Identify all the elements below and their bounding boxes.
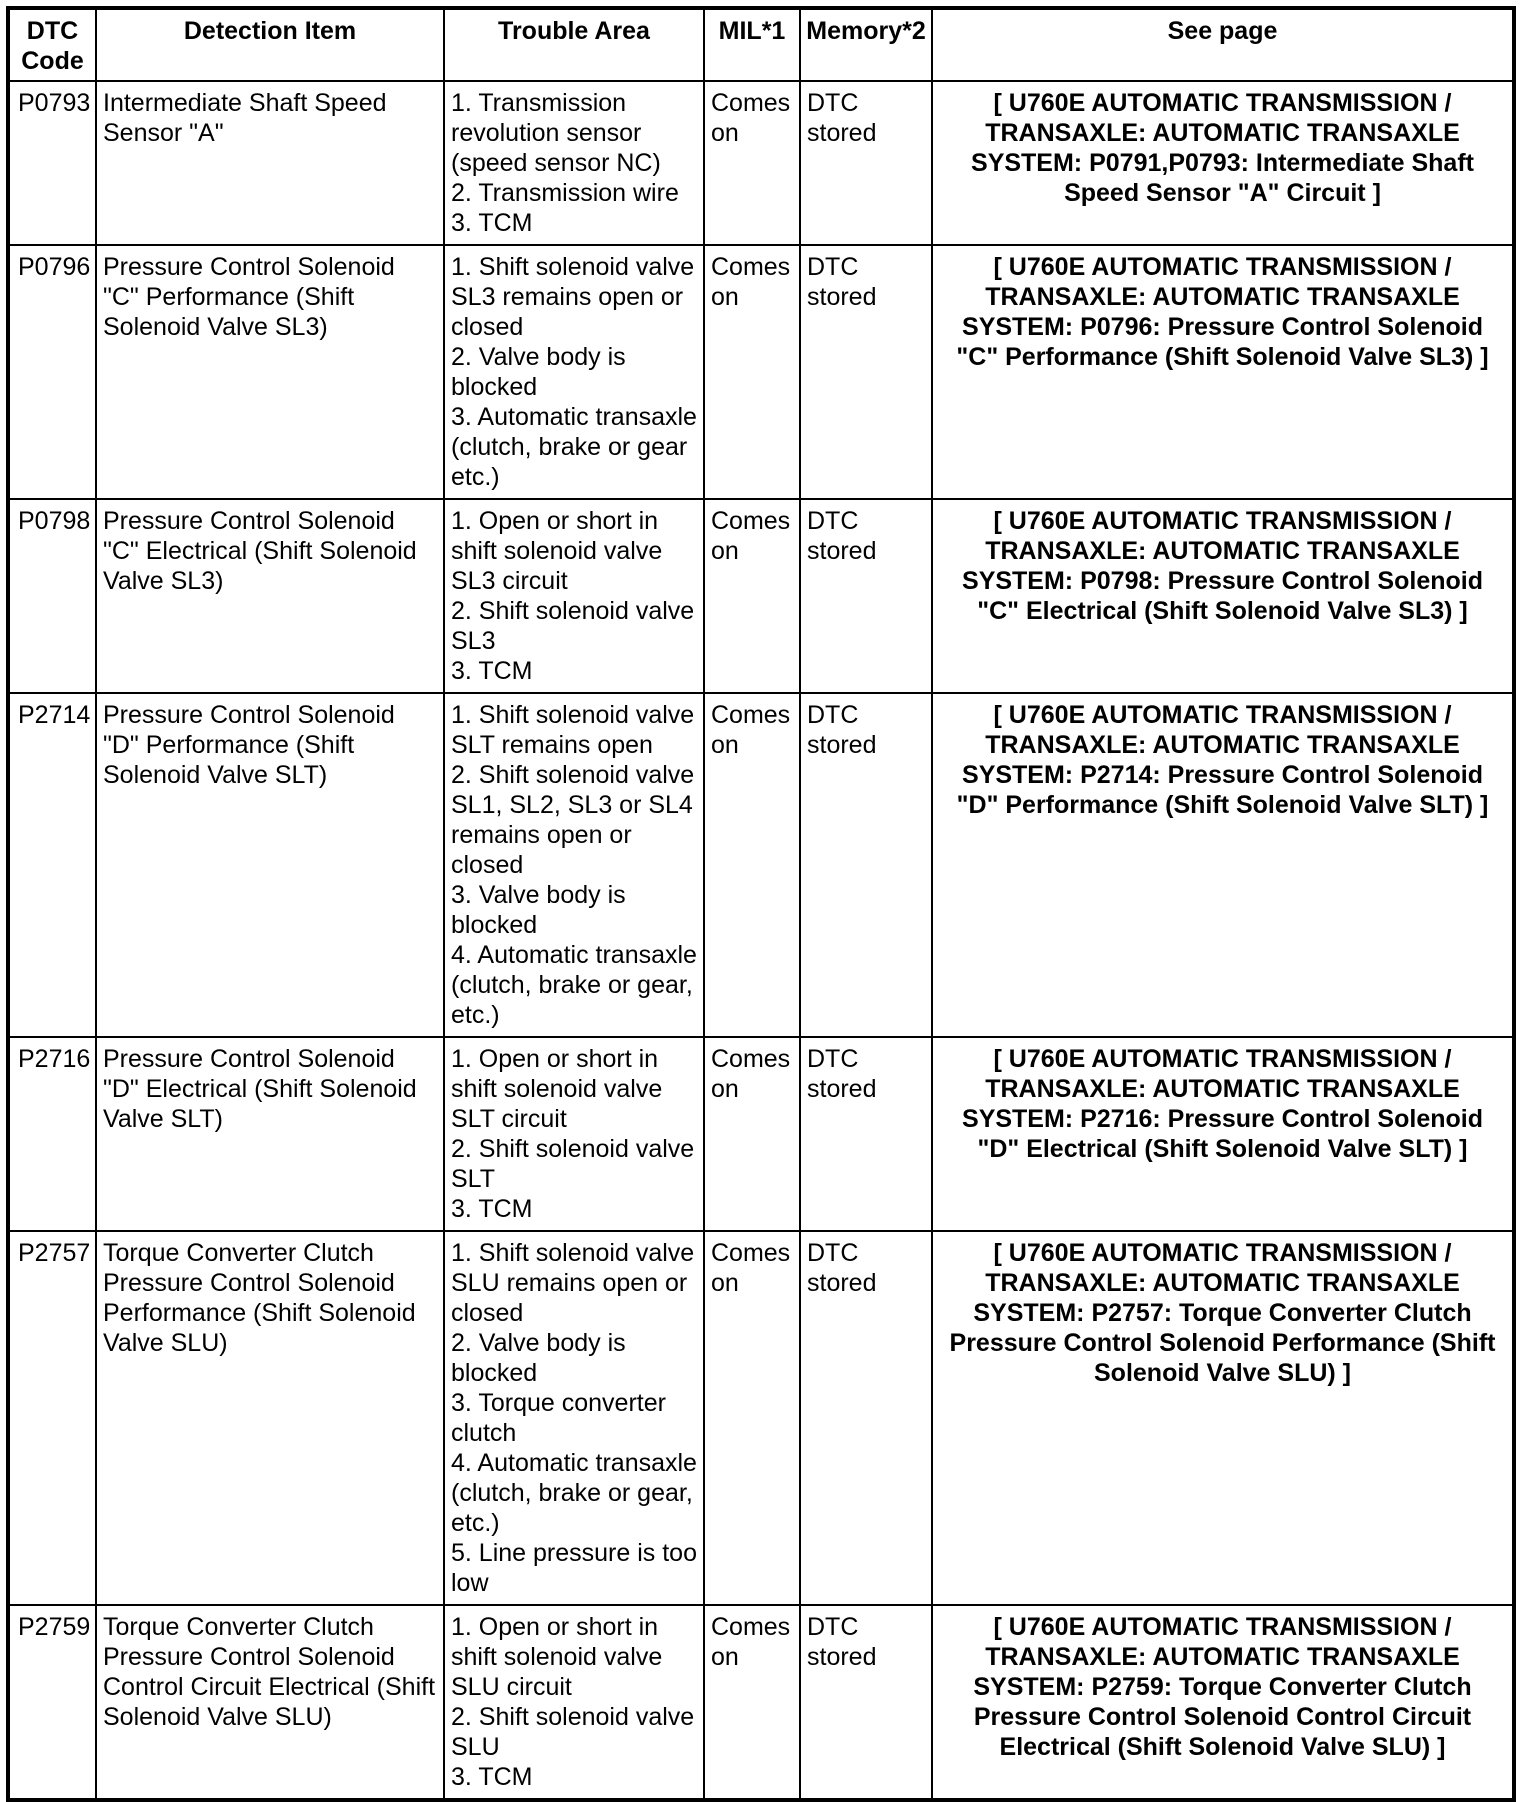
trouble-area-line: 1. Open or short in shift solenoid valve SLU circuit (451, 1613, 663, 1701)
trouble-area-line: 1. Shift solenoid valve SLT remains open (451, 701, 695, 759)
detection-item-cell: Torque Converter Clutch Pressure Control Solenoid Performance (Shift Solenoid Valve SLU) (96, 1231, 444, 1605)
table-row (8, 81, 1514, 245)
trouble-area-cell (444, 1231, 704, 1605)
trouble-area-line: 3. TCM (451, 657, 533, 685)
trouble-area-line: 2. Shift solenoid valve SL1, SL2, SL3 or SL4 remains open or closed (451, 761, 695, 879)
mil-cell: Comes on (704, 245, 800, 499)
memory-cell: DTC stored (800, 1605, 932, 1800)
trouble-area-line: 1. Transmission revolution sensor (speed sensor NC) (451, 89, 661, 177)
mil-cell: Comes on (704, 1231, 800, 1605)
dtc-code-cell: P2757 (8, 1231, 96, 1605)
trouble-area-cell (444, 693, 704, 1037)
mil-cell: Comes on (704, 499, 800, 693)
trouble-area-line: 1. Shift solenoid valve SLU remains open or closed (451, 1239, 695, 1327)
detection-item-cell: Torque Converter Clutch Pressure Control Solenoid Control Circuit Electrical (Shift Solenoid Valve SLU) (96, 1605, 444, 1800)
trouble-area-line: 4. Automatic transaxle (clutch, brake or gear, etc.) (451, 1449, 697, 1537)
trouble-area-cell (444, 81, 704, 245)
see-page-link: [ U760E AUTOMATIC TRANSMISSION / TRANSAXLE: AUTOMATIC TRANSAXLE SYSTEM: P0796: Pressure Control Solenoid "C" Performance (Shift Solenoid Valve SL3) ] (932, 245, 1514, 499)
trouble-area-line: 3. TCM (451, 1195, 533, 1223)
detection-item-cell: Pressure Control Solenoid "C" Performance (Shift Solenoid Valve SL3) (96, 245, 444, 499)
dtc-code-cell: P0798 (8, 499, 96, 693)
dtc-code-cell: P2716 (8, 1037, 96, 1231)
mil-cell: Comes on (704, 1037, 800, 1231)
trouble-area-line: 3. TCM (451, 209, 533, 237)
header-see-page: See page (932, 8, 1514, 81)
trouble-area-cell (444, 245, 704, 499)
table-row (8, 1037, 1514, 1231)
see-page-link: [ U760E AUTOMATIC TRANSMISSION / TRANSAXLE: AUTOMATIC TRANSAXLE SYSTEM: P0791,P0793: Intermediate Shaft Speed Sensor "A" Circuit ] (932, 81, 1514, 245)
trouble-area-line: 4. Automatic transaxle (clutch, brake or gear, etc.) (451, 941, 697, 1029)
header-dtc-code: DTC Code (8, 8, 96, 81)
trouble-area-line: 2. Valve body is blocked (451, 343, 626, 401)
memory-cell: DTC stored (800, 1037, 932, 1231)
header-memory: Memory*2 (800, 8, 932, 81)
detection-item-cell: Intermediate Shaft Speed Sensor "A" (96, 81, 444, 245)
header-detection-item: Detection Item (96, 8, 444, 81)
mil-cell: Comes on (704, 81, 800, 245)
detection-item-cell: Pressure Control Solenoid "C" Electrical (Shift Solenoid Valve SL3) (96, 499, 444, 693)
trouble-area-cell (444, 1037, 704, 1231)
trouble-area-line: 2. Shift solenoid valve SL3 (451, 597, 695, 655)
trouble-area-line: 2. Shift solenoid valve SLU (451, 1703, 695, 1761)
header-trouble-area: Trouble Area (444, 8, 704, 81)
mil-cell: Comes on (704, 693, 800, 1037)
detection-item-cell: Pressure Control Solenoid "D" Performance (Shift Solenoid Valve SLT) (96, 693, 444, 1037)
see-page-link: [ U760E AUTOMATIC TRANSMISSION / TRANSAXLE: AUTOMATIC TRANSAXLE SYSTEM: P2759: Torque Converter Clutch Pressure Control Solenoid Control Circuit Electrical (Shift Solenoid Valve SLU) ] (932, 1605, 1514, 1800)
trouble-area-line: 3. TCM (451, 1763, 533, 1791)
trouble-area-line: 1. Open or short in shift solenoid valve SL3 circuit (451, 507, 663, 595)
memory-cell: DTC stored (800, 1231, 932, 1605)
table-row (8, 693, 1514, 1037)
see-page-link: [ U760E AUTOMATIC TRANSMISSION / TRANSAXLE: AUTOMATIC TRANSAXLE SYSTEM: P2716: Pressure Control Solenoid "D" Electrical (Shift Solenoid Valve SLT) ] (932, 1037, 1514, 1231)
trouble-area-line: 3. Valve body is blocked (451, 881, 626, 939)
see-page-link: [ U760E AUTOMATIC TRANSMISSION / TRANSAXLE: AUTOMATIC TRANSAXLE SYSTEM: P2714: Pressure Control Solenoid "D" Performance (Shift Solenoid Valve SLT) ] (932, 693, 1514, 1037)
memory-cell: DTC stored (800, 499, 932, 693)
memory-cell: DTC stored (800, 81, 932, 245)
see-page-link: [ U760E AUTOMATIC TRANSMISSION / TRANSAXLE: AUTOMATIC TRANSAXLE SYSTEM: P0798: Pressure Control Solenoid "C" Electrical (Shift Solenoid Valve SL3) ] (932, 499, 1514, 693)
trouble-area-line: 2. Valve body is blocked (451, 1329, 626, 1387)
dtc-code-cell: P0796 (8, 245, 96, 499)
trouble-area-line: 2. Transmission wire (451, 179, 679, 207)
trouble-area-line: 2. Shift solenoid valve SLT (451, 1135, 695, 1193)
trouble-area-line: 3. Torque converter clutch (451, 1389, 666, 1447)
table-row (8, 1231, 1514, 1605)
table-row (8, 245, 1514, 499)
trouble-area-line: 1. Shift solenoid valve SL3 remains open or closed (451, 253, 695, 341)
detection-item-cell: Pressure Control Solenoid "D" Electrical (Shift Solenoid Valve SLT) (96, 1037, 444, 1231)
dtc-code-cell: P2714 (8, 693, 96, 1037)
memory-cell: DTC stored (800, 693, 932, 1037)
mil-cell: Comes on (704, 1605, 800, 1800)
trouble-area-line: 3. Automatic transaxle (clutch, brake or gear etc.) (451, 403, 697, 491)
table-body (8, 81, 1514, 1800)
see-page-link: [ U760E AUTOMATIC TRANSMISSION / TRANSAXLE: AUTOMATIC TRANSAXLE SYSTEM: P2757: Torque Converter Clutch Pressure Control Solenoid Performance (Shift Solenoid Valve SLU) ] (932, 1231, 1514, 1605)
dtc-code-cell: P2759 (8, 1605, 96, 1800)
dtc-table (6, 6, 1516, 1802)
trouble-area-line: 1. Open or short in shift solenoid valve SLT circuit (451, 1045, 663, 1133)
memory-cell: DTC stored (800, 245, 932, 499)
dtc-code-cell: P0793 (8, 81, 96, 245)
table-row (8, 1605, 1514, 1800)
trouble-area-cell (444, 499, 704, 693)
trouble-area-cell (444, 1605, 704, 1800)
trouble-area-line: 5. Line pressure is too low (451, 1539, 697, 1597)
header-row (8, 8, 1514, 81)
table-row (8, 499, 1514, 693)
header-mil: MIL*1 (704, 8, 800, 81)
